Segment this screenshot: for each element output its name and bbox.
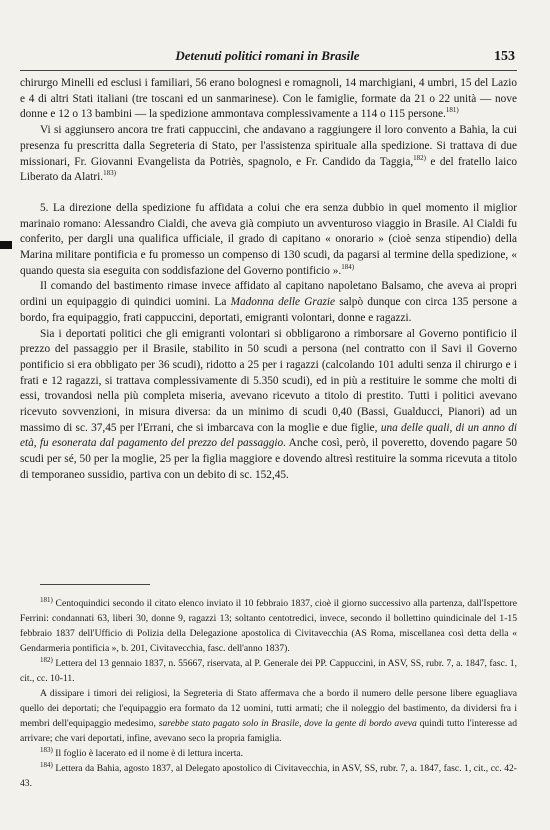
footnote-ref: 183) [103, 169, 116, 178]
paragraph-text: Sia i deportati politici che gli emigranti volontari si obbligarono a rimborsare al Governo pontificio il prezzo del passaggio per il Brasile, stabilito in 50 scudi a persona (nel contratto con il Savi il Governo pontificio si era obbligato per 36 scudi), ridotto a 25 per i ragazzi (calcolando 101 adulti senza il chirurgo e i frati e 12 ragazzi, si trattava complessivamente di 5.350 scudi), ed in più a restituire le somme che molti di essi, trovandosi nella più completa miseria, avevano ricevuto a titolo di prestito. Tutti i politici avevano ricevuto sovvenzioni, in misura diversa: da un minimo di scudi 0,40 (Bassi, Gualducci, Pianori) ad un massimo di sc. 37,45 per l'Errani, che si imbarcava con la moglie e due figlie, [20, 327, 517, 434]
paragraph [20, 76, 517, 123]
footnote-ref: 182) [413, 153, 426, 162]
running-title: Detenuti politici romani in Brasile [175, 48, 360, 63]
footnote [20, 761, 517, 791]
ship-name: Madonna delle Grazie [230, 296, 336, 309]
footnote-separator [40, 584, 150, 585]
footnote-number: 184) [40, 760, 53, 769]
running-header [20, 48, 515, 70]
footnote [20, 656, 517, 686]
footnote [20, 746, 517, 761]
paragraph [20, 201, 517, 280]
footnote-number: 182) [40, 655, 53, 664]
paragraph [20, 279, 517, 326]
header-rule [20, 70, 517, 71]
footnote-text: quindi tutto l'interesse ad arrivare; che vari deportati, infine, avevano seco la propria famiglia. [20, 718, 517, 744]
footnote-text: Il foglio è lacerato ed il nome è di lettura incerta. [55, 748, 244, 759]
paragraph-text: salpò dunque con circa 135 persone a bordo, fra equipaggio, frati cappuccini, deportati, emigranti volontari, donne e ragazzi. [20, 296, 518, 324]
paragraph-text: Anche così, però, il poveretto, dovendo pagare 50 scudi per sé, 50 per la moglie, 25 per la figlia maggiore e dovendo altresì restituire la somma ricevuta a titolo di temporaneo sussidio, partiva con un debito di sc. 152,45. [20, 437, 517, 481]
footnotes [20, 596, 517, 791]
footnote-ref: 184) [341, 262, 355, 271]
margin-mark [0, 241, 12, 249]
footnote-ref: 181) [445, 106, 459, 115]
paragraph-text: Il comando del bastimento rimase invece affidato al capitano napoletano Balsamo, che aveva ai propri ordini un equipaggio di quindici uomini. La [20, 280, 517, 309]
footnote-text: Lettera del 13 gennaio 1837, n. 55667, riservata, al P. Generale dei PP. Cappuccini, in ASV, SS, rubr. 7, a. 1847, fasc. 1, cit., cc. 10-11. [20, 658, 517, 684]
footnote [20, 686, 517, 746]
paragraph-text: 5. La direzione della spedizione fu affidata a colui che era senza dubbio in quel momento il miglior marinaio romano: Alessandro Cialdi, che aveva già compiuto un avventuroso viaggio in Brasile. Al Cialdi fu conferito, per dargli una qualifica ufficiale, il grado di capitano « onorario » (cioè senza stipendio) della Marina militare pontificia e fu promesso un compenso di 130 scudi, da pagarsi al termine della spedizione, « quando questa sia eseguita con soddisfazione del Governo pontificio ». [20, 201, 517, 277]
footnote [20, 596, 517, 656]
italic-text: sarebbe stato pagato solo in Brasile, dove la gente di bordo aveva [158, 718, 417, 729]
page-number: 153 [494, 49, 515, 64]
italic-text: una delle quali, di un anno di età, fu esonerata dal pagamento del prezzo del passaggio. [20, 421, 518, 450]
paragraph-text: e del fratello laico Liberato da Alatri. [20, 155, 517, 184]
main-text [20, 76, 517, 484]
footnote-text: Lettera da Bahia, agosto 1837, al Delegato apostolico di Civitavecchia, in ASV, SS, rubr. 7, a. 1847, fasc. 1, cit., cc. 42-43. [20, 763, 517, 789]
footnote-text: A dissipare i timori dei religiosi, la Segreteria di Stato affermava che a bordo il numero delle persone libere eguagliava quello dei deportati; che l'equipaggio era formato da 12 uomini, tutti armati; che il noleggio del bastimento, da dividersi fra i membri dell'equipaggio medesimo, [20, 688, 517, 729]
paragraph-text: Vi si aggiunsero ancora tre frati cappuccini, che andavano a raggiungere il loro convento a Bahia, la cui presenza fu prescritta dalla Segreteria di Stato, per l'assistenza spirituale alla spedizione. Si trattava di due missionari, Fr. Giovanni Evangelista da Potriès, spagnolo, e Fr. Candido da Taggia, [20, 124, 517, 168]
paragraph [20, 327, 517, 484]
footnote-text: Centoquindici secondo il citato elenco inviato il 10 febbraio 1837, cioè il giorno successivo alla partenza, dall'Ispettore Ferrini: condannati 63, liberi 30, donne 9, ragazzi 13; soltanto centotredici, invece, secondo il bollettino quindicinale del 1-15 febbraio 1837 dell'Ufficio di Polizia della Delegazione apostolica di Civitavecchia (AS Roma, miscellanea così detta della « Gendarmeria pontificia », b. 201, Civitavecchia, fasc. dell'anno 1837). [20, 598, 517, 654]
paragraph-text: chirurgo Minelli ed esclusi i familiari, 56 erano bolognesi e romagnoli, 14 marchigiani, 4 umbri, 15 del Lazio e 4 di altri Stati italiani (tre toscani ed un sanmarinese). Con le famiglie, formate da 21 o 22 unità — nove donne e 12 o 13 bambini — la spedizione ammontava complessivamente a 114 o 115 persone. [20, 77, 517, 121]
footnote-number: 181) [40, 595, 53, 604]
footnote-number: 183) [40, 745, 53, 754]
paragraph [20, 123, 517, 186]
